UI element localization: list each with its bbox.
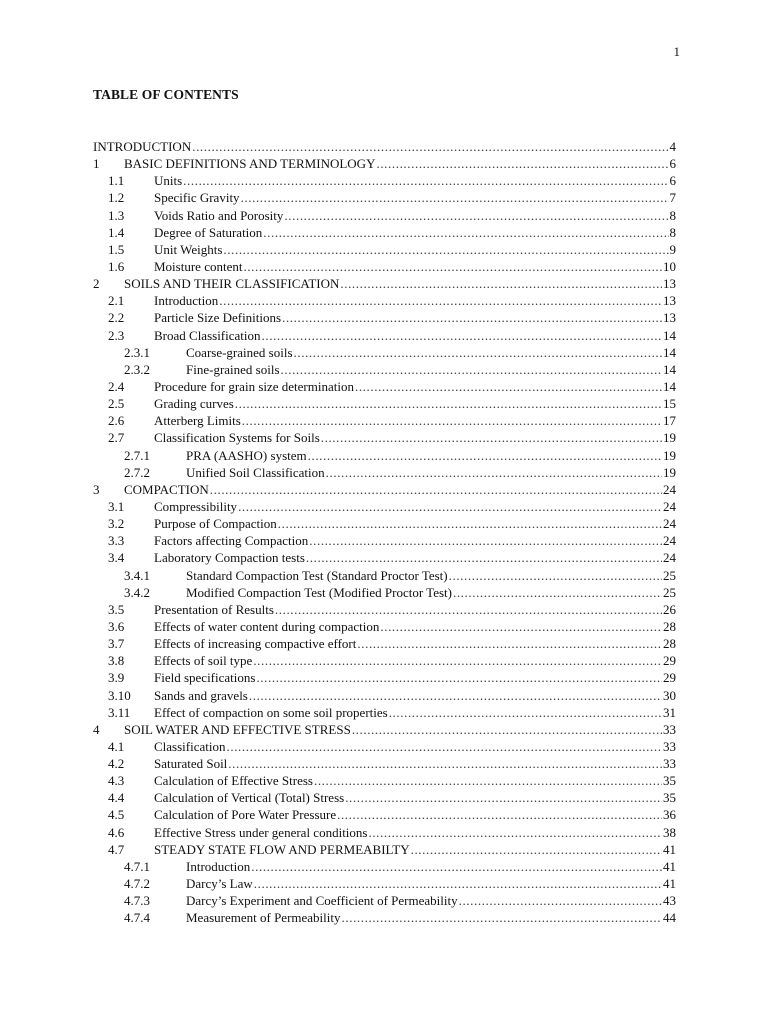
toc-entry-number: 4.2	[108, 756, 125, 772]
toc-entry[interactable]	[93, 429, 676, 446]
toc-entry-page: 29	[663, 670, 676, 686]
toc-entry-title: Grading curves	[154, 396, 234, 412]
toc-dot-leader	[243, 258, 662, 275]
toc-entry-page: 13	[663, 276, 676, 292]
toc-dot-leader	[253, 652, 662, 669]
toc-entry-number: 3.10	[108, 687, 131, 703]
toc-dot-leader	[453, 584, 662, 601]
toc-heading: TABLE OF CONTENTS	[93, 87, 239, 102]
toc-entry-page: 31	[663, 704, 676, 720]
toc-entry-page: 19	[663, 430, 676, 446]
toc-entry-page: 28	[663, 618, 676, 634]
toc-entry-number: 1.5	[108, 241, 125, 257]
toc-entry[interactable]	[93, 652, 676, 669]
toc-entry-number: 4.6	[108, 824, 125, 840]
toc-dot-leader	[219, 292, 662, 309]
toc-entry-page: 10	[663, 258, 676, 274]
toc-entry-title: Measurement of Permeability	[186, 910, 341, 926]
toc-dot-leader	[380, 618, 662, 635]
toc-entry-title: Effects of increasing compactive effort	[154, 636, 357, 652]
toc-entry-title: Units	[154, 173, 183, 189]
toc-entry-page: 14	[663, 327, 676, 343]
toc-entry-number: 1.4	[108, 224, 125, 240]
toc-entry[interactable]	[93, 704, 676, 721]
toc-entry-number: 2.5	[108, 396, 125, 412]
toc-entry-title: Calculation of Vertical (Total) Stress	[154, 790, 345, 806]
toc-entry-title: Moisture content	[154, 258, 243, 274]
toc-entry-number: 3.4	[108, 550, 125, 566]
toc-entry-title: Atterberg Limits	[154, 413, 241, 429]
toc-entry-title: SOILS AND THEIR CLASSIFICATION	[124, 276, 340, 292]
toc-entry-title: Sands and gravels	[154, 687, 248, 703]
toc-entry-page: 4	[669, 139, 676, 154]
toc-entry[interactable]	[93, 241, 676, 258]
toc-entry-page: 35	[663, 773, 676, 789]
toc-entry[interactable]	[93, 567, 676, 584]
toc-entry[interactable]	[93, 806, 676, 823]
toc-entry-page: 35	[663, 790, 676, 806]
toc-entry-title: Introduction	[154, 293, 219, 309]
toc-entry[interactable]	[93, 481, 676, 498]
toc-entry[interactable]	[93, 395, 676, 412]
toc-entry-title: Modified Compaction Test (Modified Proctor Test)	[186, 584, 452, 600]
toc-entry-number: 2	[93, 276, 100, 292]
toc-entry-page: 33	[663, 721, 676, 737]
toc-dot-leader	[263, 224, 668, 241]
toc-entry-number: 3.5	[108, 601, 125, 617]
toc-entry[interactable]	[93, 669, 676, 686]
toc-entry-number: 3.4.2	[124, 584, 150, 600]
toc-entry-title: Standard Compaction Test (Standard Proctor Test)	[186, 567, 448, 583]
toc-dot-leader	[256, 669, 662, 686]
toc-entry-number: 4.7.2	[124, 876, 150, 892]
toc-entry-title: Purpose of Compaction	[154, 516, 277, 532]
toc-dot-leader	[342, 909, 662, 926]
toc-entry-page: 41	[663, 858, 676, 874]
toc-entry[interactable]	[93, 909, 676, 926]
toc-entry-page: 44	[663, 910, 676, 926]
toc-entry-page: 8	[669, 224, 676, 240]
toc-entry-title: Effect of compaction on some soil properties	[154, 704, 388, 720]
toc-entry[interactable]	[93, 447, 676, 464]
toc-dot-leader	[282, 309, 662, 326]
toc-dot-leader	[357, 635, 662, 652]
toc-entry[interactable]	[93, 258, 676, 275]
toc-entry-page: 36	[663, 807, 676, 823]
toc-entry-title: Unified Soil Classification	[186, 464, 325, 480]
toc-entry-number: 2.3.2	[124, 361, 150, 377]
toc-dot-leader	[228, 755, 662, 772]
toc-entry[interactable]	[93, 584, 676, 601]
toc-entry[interactable]	[93, 172, 676, 189]
toc-entry-page: 15	[663, 396, 676, 412]
toc-dot-leader	[368, 824, 662, 841]
toc-entry[interactable]	[93, 412, 676, 429]
toc-entry-page: 13	[663, 310, 676, 326]
toc-entry-page: 33	[663, 756, 676, 772]
toc-entry-number: 3.7	[108, 636, 125, 652]
toc-entry-page: 13	[663, 293, 676, 309]
toc-entry-title: Effects of soil type	[154, 653, 253, 669]
toc-entry[interactable]	[93, 824, 676, 841]
toc-dot-leader	[227, 738, 663, 755]
toc-entry-page: 19	[663, 447, 676, 463]
toc-entry-title: PRA (AASHO) system	[186, 447, 307, 463]
toc-entry-page: 28	[663, 636, 676, 652]
toc-entry-title: Darcy’s Law	[186, 876, 253, 892]
toc-dot-leader	[183, 172, 668, 189]
toc-dot-leader	[294, 344, 662, 361]
toc-dot-leader	[241, 189, 669, 206]
toc-entry-title: Specific Gravity	[154, 190, 240, 206]
toc-entry-page: 30	[663, 687, 676, 703]
toc-entry-title: Saturated Soil	[154, 756, 228, 772]
toc-entry-page: 8	[669, 207, 676, 223]
toc-entry-title: STEADY STATE FLOW AND PERMEABILTY	[154, 841, 410, 857]
toc-entry[interactable]	[93, 841, 676, 858]
toc-entry-number: 2.1	[108, 293, 125, 309]
toc-dot-leader	[235, 395, 662, 412]
toc-entry-page: 33	[663, 738, 676, 754]
toc-entry[interactable]	[93, 738, 676, 755]
toc-entry-number: 1	[93, 156, 100, 172]
toc-entry-number: 1.2	[108, 190, 125, 206]
toc-entry-title: INTRODUCTION	[93, 139, 192, 154]
toc-dot-leader	[238, 498, 662, 515]
toc-dot-leader	[352, 721, 662, 738]
toc-entry-number: 3.2	[108, 516, 125, 532]
toc-entry-title: Introduction	[186, 858, 251, 874]
toc-entry-page: 7	[669, 190, 676, 206]
toc-entry-page: 24	[663, 481, 676, 497]
toc-entry-page: 24	[663, 498, 676, 514]
toc-entry[interactable]	[93, 292, 676, 309]
toc-entry[interactable]	[93, 721, 676, 738]
toc-entry[interactable]	[93, 344, 676, 361]
toc-entry-title: Darcy’s Experiment and Coefficient of Permeability	[186, 893, 458, 909]
toc-entry-title: Effects of water content during compaction	[154, 618, 380, 634]
toc-entry-number: 2.3.1	[124, 344, 150, 360]
toc-entry-number: 2.7.2	[124, 464, 150, 480]
toc-entry[interactable]	[93, 207, 676, 224]
toc-entry[interactable]	[93, 789, 676, 806]
toc-entry-title: Procedure for grain size determination	[154, 378, 354, 394]
toc-entry-title: Effective Stress under general conditions	[154, 824, 368, 840]
toc-entry-title: Field specifications	[154, 670, 256, 686]
toc-entry-number: 4.7.1	[124, 858, 150, 874]
toc-entry[interactable]	[93, 549, 676, 566]
toc-entry-title: Broad Classification	[154, 327, 261, 343]
toc-entry-number: 4	[93, 721, 100, 737]
toc-entry[interactable]	[93, 327, 676, 344]
toc-entry-number: 3.11	[108, 704, 131, 720]
toc-dot-leader	[309, 532, 662, 549]
toc-dot-leader	[192, 138, 668, 155]
toc-dot-leader	[449, 567, 662, 584]
toc-entry-number: 2.4	[108, 378, 125, 394]
toc-entry-number: 4.7.4	[124, 910, 150, 926]
toc-entry[interactable]	[93, 892, 676, 909]
toc-entry[interactable]	[93, 498, 676, 515]
toc-dot-leader	[262, 327, 662, 344]
toc-entry-number: 4.1	[108, 738, 125, 754]
toc-entry-number: 3.1	[108, 498, 125, 514]
toc-entry-page: 6	[669, 156, 676, 172]
toc-entry[interactable]	[93, 515, 676, 532]
toc-entry-number: 3.3	[108, 533, 125, 549]
toc-dot-leader	[278, 515, 662, 532]
toc-dot-leader	[249, 687, 662, 704]
toc-entry[interactable]	[93, 601, 676, 618]
toc-entry-title: Classification	[154, 738, 226, 754]
toc-dot-leader	[275, 601, 662, 618]
toc-entry-page: 25	[663, 567, 676, 583]
toc-entry-number: 3.9	[108, 670, 125, 686]
toc-entry-number: 4.3	[108, 773, 125, 789]
toc-entry-number: 2.7	[108, 430, 125, 446]
toc-entry-title: Calculation of Effective Stress	[154, 773, 313, 789]
toc-entry-title: Laboratory Compaction tests	[154, 550, 305, 566]
toc-entry-number: 3.4.1	[124, 567, 150, 583]
toc-entry-page: 43	[663, 893, 676, 909]
toc-entry[interactable]	[93, 361, 676, 378]
toc-entry[interactable]	[93, 687, 676, 704]
toc-dot-leader	[459, 892, 662, 909]
toc-list	[93, 138, 676, 926]
toc-entry-title: Factors affecting Compaction	[154, 533, 309, 549]
toc-dot-leader	[345, 789, 662, 806]
toc-entry-page: 26	[663, 601, 676, 617]
toc-entry-number: 3.8	[108, 653, 125, 669]
toc-entry-page: 14	[663, 378, 676, 394]
toc-entry-page: 24	[663, 550, 676, 566]
toc-entry-title: Degree of Saturation	[154, 224, 263, 240]
toc-entry[interactable]	[93, 378, 676, 395]
toc-entry-page: 14	[663, 344, 676, 360]
toc-entry-number: 2.6	[108, 413, 125, 429]
toc-entry[interactable]	[93, 224, 676, 241]
toc-dot-leader	[314, 772, 662, 789]
toc-entry-number: 4.7.3	[124, 893, 150, 909]
toc-entry[interactable]	[93, 875, 676, 892]
page-number: 1	[673, 44, 680, 59]
toc-entry-title: BASIC DEFINITIONS AND TERMINOLOGY	[124, 156, 376, 172]
toc-dot-leader	[242, 412, 662, 429]
toc-entry-page: 14	[663, 361, 676, 377]
toc-dot-leader	[210, 481, 662, 498]
toc-entry-title: Coarse-grained soils	[186, 344, 293, 360]
toc-entry[interactable]	[93, 138, 676, 155]
toc-entry[interactable]	[93, 635, 676, 652]
toc-entry-number: 2.3	[108, 327, 125, 343]
toc-entry-number: 1.3	[108, 207, 125, 223]
toc-entry-title: COMPACTION	[124, 481, 209, 497]
toc-dot-leader	[340, 275, 662, 292]
toc-dot-leader	[281, 361, 662, 378]
toc-dot-leader	[355, 378, 662, 395]
toc-entry[interactable]	[93, 772, 676, 789]
toc-entry[interactable]	[93, 464, 676, 481]
toc-entry-page: 6	[669, 173, 676, 189]
toc-entry-number: 4.7	[108, 841, 125, 857]
toc-entry-number: 4.4	[108, 790, 125, 806]
toc-dot-leader	[321, 429, 662, 446]
toc-entry-title: Presentation of Results	[154, 601, 274, 617]
toc-entry-title: Fine-grained soils	[186, 361, 280, 377]
toc-entry-title: Unit Weights	[154, 241, 223, 257]
toc-dot-leader	[308, 447, 662, 464]
toc-entry-page: 9	[669, 241, 676, 257]
toc-dot-leader	[284, 207, 668, 224]
toc-entry-title: Voids Ratio and Porosity	[154, 207, 284, 223]
toc-entry[interactable]	[93, 309, 676, 326]
toc-entry-title: Compressibility	[154, 498, 238, 514]
toc-entry[interactable]	[93, 155, 676, 172]
toc-dot-leader	[376, 155, 668, 172]
toc-dot-leader	[337, 806, 662, 823]
toc-entry-number: 2.2	[108, 310, 125, 326]
toc-entry-page: 17	[663, 413, 676, 429]
toc-entry-page: 29	[663, 653, 676, 669]
toc-entry-number: 3.6	[108, 618, 125, 634]
toc-entry-page: 25	[663, 584, 676, 600]
toc-entry[interactable]	[93, 189, 676, 206]
toc-entry-number: 1.1	[108, 173, 125, 189]
toc-dot-leader	[251, 858, 662, 875]
toc-dot-leader	[223, 241, 668, 258]
toc-entry-title: Calculation of Pore Water Pressure	[154, 807, 337, 823]
toc-entry-page: 38	[663, 824, 676, 840]
toc-entry-page: 19	[663, 464, 676, 480]
toc-entry-number: 4.5	[108, 807, 125, 823]
toc-entry-title: Particle Size Definitions	[154, 310, 282, 326]
toc-entry-title: SOIL WATER AND EFFECTIVE STRESS	[124, 721, 351, 737]
toc-entry-page: 24	[663, 516, 676, 532]
toc-entry[interactable]	[93, 532, 676, 549]
toc-entry[interactable]	[93, 275, 676, 292]
toc-entry-number: 2.7.1	[124, 447, 150, 463]
toc-entry-page: 41	[663, 841, 676, 857]
toc-dot-leader	[254, 875, 662, 892]
toc-dot-leader	[389, 704, 662, 721]
toc-entry-page: 41	[663, 876, 676, 892]
toc-entry-number: 3	[93, 481, 100, 497]
toc-entry[interactable]	[93, 755, 676, 772]
toc-dot-leader	[411, 841, 662, 858]
toc-entry-number: 1.6	[108, 258, 125, 274]
toc-entry[interactable]	[93, 618, 676, 635]
toc-entry-title: Classification Systems for Soils	[154, 430, 320, 446]
toc-entry-page: 24	[663, 533, 676, 549]
toc-dot-leader	[306, 549, 662, 566]
toc-entry[interactable]	[93, 858, 676, 875]
toc-dot-leader	[326, 464, 662, 481]
